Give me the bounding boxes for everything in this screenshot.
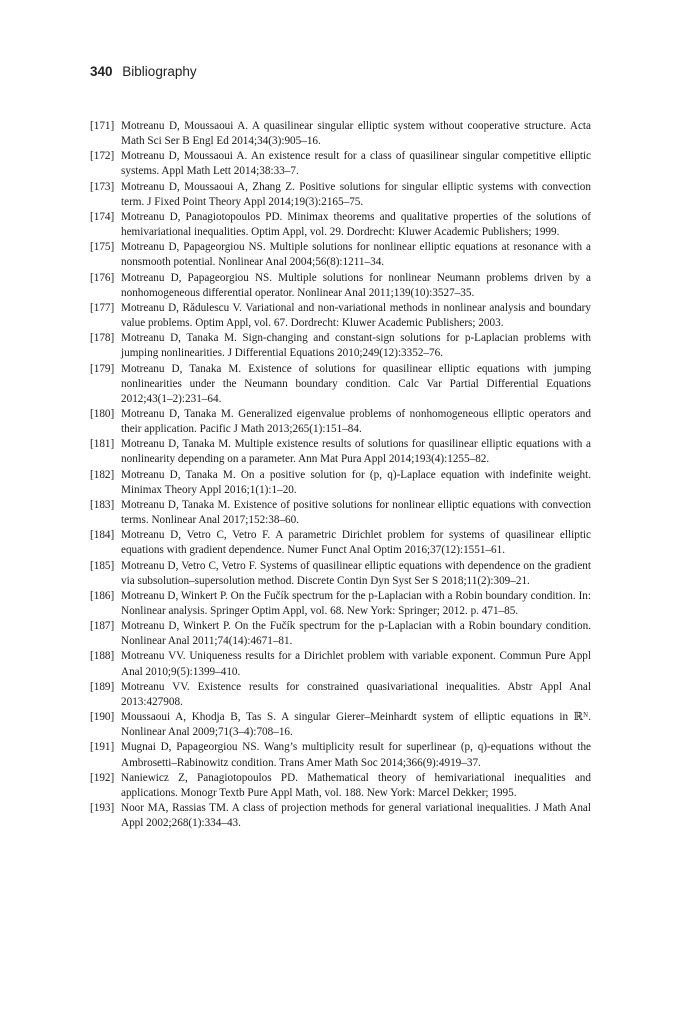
reference-entry [90, 119, 591, 149]
reference-entry [90, 801, 591, 831]
reference-text: Naniewicz Z, Panagiotopoulos PD. Mathematical theory of hemivariational inequalities and applications. Monogr Textb Pure Appl Math, vol. 188. New York: Marcel Dekker; 1995. [121, 771, 591, 799]
reference-entry [90, 771, 591, 801]
section-title: Bibliography [122, 64, 197, 79]
reference-text: Motreanu D, Moussaoui A, Zhang Z. Positive solutions for singular elliptic systems with convection term. J Fixed Point Theory Appl 2014;19(3):2165–75. [121, 180, 591, 208]
reference-number: [193] [90, 802, 115, 815]
reference-entry [90, 407, 591, 437]
reference-number: [182] [90, 468, 115, 481]
reference-text: Motreanu D, Panagiotopoulos PD. Minimax theorems and qualitative properties of the solutions of hemivariational inequalities. Optim Appl, vol. 29. Dordrecht: Kluwer Academic Publishers; 1999. [121, 210, 591, 239]
reference-number: [187] [90, 620, 115, 633]
reference-text: Motreanu D, Rădulescu V. Variational and non-variational methods in nonlinear analysis and boundary value problems. Optim Appl, vol. 67. Dordrecht: Kluwer Academic Publishers; 2003. [121, 301, 591, 330]
reference-text: Motreanu D, Tanaka M. On a positive solution for (p, q)-Laplace equation with indefinite weight. Minimax Theory Appl 2016;1(1):1–20. [121, 468, 591, 496]
reference-number: [173] [90, 180, 115, 193]
reference-entry [90, 240, 591, 270]
reference-number: [191] [90, 741, 115, 754]
reference-text: Motreanu D, Moussaoui A. A quasilinear singular elliptic system without cooperative structure. Acta Math Sci Ser B Engl Ed 2014;34(3):905–16. [121, 120, 591, 148]
reference-text: Motreanu D, Winkert P. On the Fučík spectrum for the p-Laplacian with a Robin boundary condition. Nonlinear Anal 2011;74(14):4671–81. [121, 620, 591, 648]
reference-text: Moussaoui A, Khodja B, Tas S. A singular Gierer–Meinhardt system of elliptic equations in ℝᴺ. Nonlinear Anal 2009;71(3–4):708–16. [121, 711, 591, 739]
reference-entry [90, 301, 591, 331]
reference-number: [177] [90, 301, 115, 314]
reference-entry [90, 559, 591, 589]
running-head [90, 64, 197, 79]
reference-text: Noor MA, Rassias TM. A class of projection methods for general variational inequalities. J Math Anal Appl 2002;268(1):334–43. [121, 802, 591, 830]
reference-number: [192] [90, 771, 115, 784]
bibliography-list [90, 119, 591, 831]
reference-entry [90, 468, 591, 498]
reference-text: Motreanu D, Papageorgiou NS. Multiple solutions for nonlinear elliptic equations at resonance with a nonsmooth potential. Nonlinear Anal 2004;56(8):1211–34. [121, 241, 591, 269]
reference-text: Mugnai D, Papageorgiou NS. Wang’s multiplicity result for superlinear (p, q)-equations without the Ambrosetti–Rabinowitz condition. Trans Amer Math Soc 2014;366(9):4919–37. [121, 741, 591, 769]
reference-text: Motreanu D, Vetro C, Vetro F. A parametric Dirichlet problem for systems of quasilinear elliptic equations with gradient dependence. Numer Funct Anal Optim 2016;37(12):1551–61. [121, 529, 591, 557]
page-number: 340 [90, 64, 113, 79]
reference-entry [90, 331, 591, 361]
reference-number: [174] [90, 210, 115, 223]
reference-entry [90, 619, 591, 649]
reference-entry [90, 498, 591, 528]
reference-number: [171] [90, 120, 115, 132]
reference-entry [90, 149, 591, 179]
reference-number: [179] [90, 362, 115, 375]
reference-number: [176] [90, 271, 115, 284]
reference-number: [181] [90, 438, 115, 451]
reference-number: [188] [90, 650, 115, 663]
reference-text: Motreanu D, Tanaka M. Existence of solutions for quasilinear elliptic equations with jumping nonlinearities under the Neumann boundary condition. Calc Var Partial Differential Equations 2012;43(1–2):231–64. [121, 362, 591, 405]
reference-entry [90, 680, 591, 710]
reference-number: [180] [90, 407, 115, 420]
reference-entry [90, 589, 591, 619]
reference-text: Motreanu D, Vetro C, Vetro F. Systems of quasilinear elliptic equations with dependence on the gradient via subsolution–supersolution method. Discrete Contin Dyn Syst Ser S 2018;11(2):309–21. [121, 559, 591, 587]
reference-number: [184] [90, 529, 115, 542]
reference-number: [190] [90, 711, 115, 724]
reference-entry [90, 210, 591, 240]
reference-number: [183] [90, 498, 115, 511]
reference-number: [172] [90, 150, 115, 163]
reference-text: Motreanu D, Tanaka M. Multiple existence results of solutions for quasilinear elliptic equations with a nonlinearity depending on a parameter. Ann Mat Pura Appl 2014;193(4):1255–82. [121, 438, 591, 466]
reference-entry [90, 180, 591, 210]
reference-entry [90, 649, 591, 679]
reference-text: Motreanu D, Tanaka M. Existence of positive solutions for nonlinear elliptic equations with convection terms. Nonlinear Anal 2017;152:38–60. [121, 498, 591, 527]
reference-text: Motreanu VV. Existence results for constrained quasivariational inequalities. Abstr Appl Anal 2013:427908. [121, 680, 591, 708]
reference-text: Motreanu D, Moussaoui A. An existence result for a class of quasilinear singular competitive elliptic systems. Appl Math Lett 2014;38:33–7. [121, 150, 591, 178]
reference-entry [90, 362, 591, 407]
reference-entry [90, 271, 591, 301]
reference-text: Motreanu VV. Uniqueness results for a Dirichlet problem with variable exponent. Commun Pure Appl Anal 2010;9(5):1399–410. [121, 650, 591, 678]
reference-number: [185] [90, 559, 115, 572]
reference-entry [90, 437, 591, 467]
reference-text: Motreanu D, Papageorgiou NS. Multiple solutions for nonlinear Neumann problems driven by a nonhomogeneous differential operator. Nonlinear Anal 2011;139(10):3527–35. [121, 271, 591, 299]
reference-entry [90, 528, 591, 558]
reference-text: Motreanu D, Tanaka M. Sign-changing and constant-sign solutions for p-Laplacian problems with jumping nonlinearities. J Differential Equations 2010;249(12):3352–76. [121, 332, 591, 360]
reference-text: Motreanu D, Tanaka M. Generalized eigenvalue problems of nonhomogeneous elliptic operators and their application. Pacific J Math 2013;265(1):151–84. [121, 407, 591, 436]
reference-text: Motreanu D, Winkert P. On the Fučík spectrum for the p-Laplacian with a Robin boundary condition. In: Nonlinear analysis. Springer Optim Appl, vol. 68. New York: Springer; 2012. p. 471–85. [121, 589, 591, 617]
reference-number: [189] [90, 680, 115, 693]
reference-number: [178] [90, 332, 115, 345]
reference-entry [90, 710, 591, 740]
reference-entry [90, 740, 591, 770]
reference-number: [186] [90, 589, 115, 602]
reference-number: [175] [90, 241, 115, 254]
